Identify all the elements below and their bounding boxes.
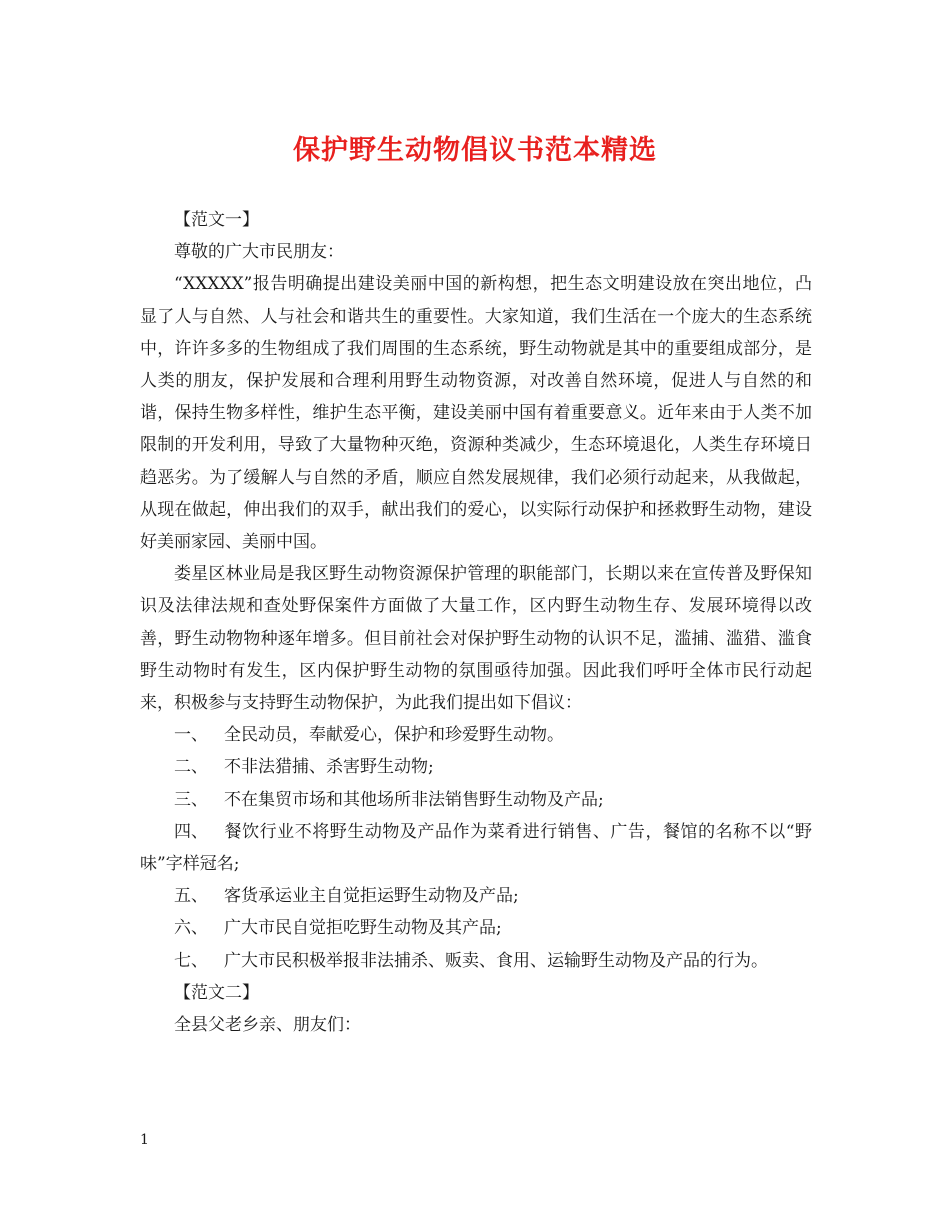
list-item-number: 一、 [174,725,208,746]
section1-salutation: 尊敬的广大市民朋友： [174,242,344,263]
document-title: 保护野生动物倡议书范本精选 [293,135,657,166]
section2-salutation: 全县父老乡亲、朋友们： [174,1015,361,1036]
list-item [140,912,812,944]
list-item [140,719,812,751]
list-item [140,945,812,977]
list-item-text: 广大市民积极举报非法捕杀、贩卖、食用、运输野生动物及产品的行为。 [224,950,768,971]
list-item-number: 六、 [174,918,208,939]
list-item-number: 四、 [174,821,208,842]
list-item-text: 不非法猎捕、杀害野生动物; [224,757,434,778]
list-item-text: 餐饮行业不将野生动物及产品作为菜肴进行销售、广告，餐馆的名称不以“野味”字样冠名; [140,821,812,875]
list-item-number: 三、 [174,789,208,810]
document-body [140,204,812,1041]
list-item [140,880,812,912]
list-item [140,816,812,880]
list-item-text: 客货承运业主自觉拒运野生动物及产品; [224,886,519,907]
list-item [140,751,812,783]
list-item-text: 广大市民自觉拒吃野生动物及其产品; [224,918,502,939]
list-item-number: 二、 [174,757,208,778]
list-item [140,784,812,816]
list-item-text: 全民动员，奉献爱心，保护和珍爱野生动物。 [224,725,564,746]
page-number: 1 [140,1132,149,1148]
section1-paragraph-1: “XXXXX”报告明确提出建设美丽中国的新构想，把生态文明建设放在突出地位，凸显了人与自然、人与社会和谐共生的重要性。大家知道，我们生活在一个庞大的生态系统中，许许多多的生物组成了我们周围的生态系统，野生动物就是其中的重要组成部分，是人类的朋友，保护发展和合理利用野生动物资源，对改善自然环境，促进人与自然的和谐，保持生物多样性，维护生态平衡，建设美丽中国有着重要意义。近年来由于人类不加限制的开发利用，导致了大量物种灭绝，资源种类减少，生态环境退化，人类生存环境日趋恶劣。为了缓解人与自然的矛盾，顺应自然发展规律，我们必须行动起来，从我做起，从现在做起，伸出我们的双手，献出我们的爱心，以实际行动保护和拯救野生动物，建设好美丽家园、美丽中国。 [140,274,812,553]
list-item-number: 七、 [174,950,208,971]
section2-heading: 【范文二】 [174,982,259,1003]
section1-paragraph-2: 娄星区林业局是我区野生动物资源保护管理的职能部门，长期以来在宣传普及野保知识及法律法规和查处野保案件方面做了大量工作，区内野生动物生存、发展环境得以改善，野生动物物种逐年增多。但目前社会对保护野生动物的认识不足，滥捕、滥猎、滥食野生动物时有发生，区内保护野生动物的氛围亟待加强。因此我们呼吁全体市民行动起来，积极参与支持野生动物保护，为此我们提出如下倡议： [140,564,812,714]
list-item-number: 五、 [174,886,208,907]
list-item-text: 不在集贸市场和其他场所非法销售野生动物及产品; [224,789,604,810]
section1-heading: 【范文一】 [174,210,259,230]
